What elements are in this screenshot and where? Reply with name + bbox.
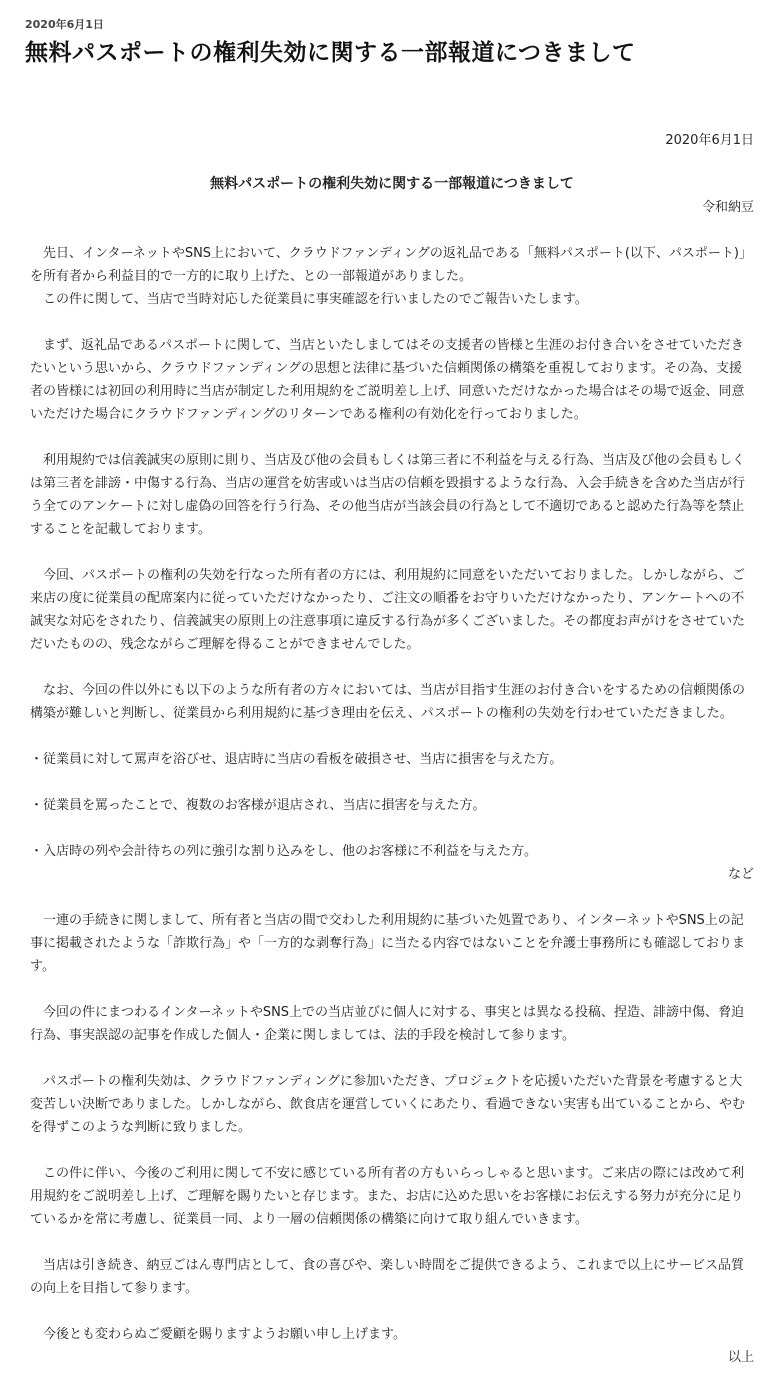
article-body xyxy=(30,129,754,1369)
paragraph-11: 今後とも変わらぬご愛顧を賜りますようお願い申し上げます。 xyxy=(43,1327,406,1342)
document-date: 2020年6月1日 xyxy=(665,133,754,148)
paragraph-2: まず、返礼品であるパスポートに関して、当店といたしましてはその支援者の皆様と生涯のお付き合いをさせていただきたいという思いから、クラウドファンディングの思想と法律に基づいた信頼関係の構築を重視しております。その為、支援者の皆様には初回の利用時に当店が制定した利用規約をご説明差し上げ、同意いただけなかった場合はその場で返金、同意いただけた場合にクラウドファンディングのリターンである権利の有効化を行っておりました。 xyxy=(30,338,745,422)
list-item: ・従業員を罵ったことで、複数のお客様が退店され、当店に損害を与えた方。 xyxy=(30,798,486,813)
paragraph-5: なお、今回の件以外にも以下のような所有者の方々においては、当店が目指す生涯のお付き合いをするための信頼関係の構築が難しいと判断し、従業員から利用規約に基づき理由を伝え、パスポートの権利の失効を行わせていただきました。 xyxy=(30,683,746,721)
paragraph-8: パスポートの権利失効は、クラウドファンディングに参加いただき、プロジェクトを応援いただいた背景を考慮すると大変苦しい決断でありました。しかしながら、飲食店を運営していくにあたり、看過できない実害も出ていることから、やむを得ずこのような判断に致りました。 xyxy=(30,1074,746,1135)
etc-note: など xyxy=(727,867,754,882)
paragraph-3: 利用規約では信義誠実の原則に則り、当店及び他の会員もしくは第三者に不利益を与える行為、当店及び他の会員もしくは第三者を誹謗・中傷する行為、当店の運営を妨害或いは当店の信頼を毀損するような行為、入会手続きを含めた当店が行う全てのアンケートに対し虚偽の回答を行う行為、その他当店が当該会員の行為として不適切であると認めた行為等を禁止することを記載しております。 xyxy=(30,453,746,537)
paragraph-7: 今回の件にまつわるインターネットやSNS上での当店並びに個人に対する、事実とは異なる投稿、捏造、誹謗中傷、脅迫行為、事実誤認の記事を作成した個人・企業に関しましては、法的手段を検討して参ります。 xyxy=(30,1005,745,1043)
header-date: 2020年6月1日 xyxy=(25,18,104,31)
page-title: 無料パスポートの権利失効に関する一部報道につきまして xyxy=(25,40,636,66)
paragraph-10: 当店は引き続き、納豆ごはん専門店として、食の喜びや、楽しい時間をご提供できるよう、これまで以上にサービス品質の向上を目指して参ります。 xyxy=(30,1258,744,1296)
paragraph-1: 先日、インターネットやSNS上において、クラウドファンディングの返礼品である「無料パスポート(以下、パスポート)」を所有者から利益目的で一方的に取り上げた、との一部報道がありました。 xyxy=(30,246,752,284)
document-title: 無料パスポートの権利失効に関する一部報道につきまして xyxy=(210,176,574,192)
paragraph-6: 一連の手続きに関しまして、所有者と当店の間で交わした利用規約に基づいた処置であり、インターネットやSNS上の記事に掲載されたような「詐欺行為」や「一方的な剥奪行為」に当たる内容ではないことを弁護士事務所にも確認しております。 xyxy=(30,913,746,974)
paragraph-1b: この件に関して、当店で当時対応した従業員に事実確認を行いましたのでご報告いたします。 xyxy=(43,292,588,307)
list-item: ・従業員に対して罵声を浴びせ、退店時に当店の看板を破損させ、当店に損害を与えた方。 xyxy=(30,752,563,767)
list-item: ・入店時の列や会計待ちの列に強引な割り込みをし、他のお客様に不利益を与えた方。 xyxy=(30,844,538,859)
paragraph-9: この件に伴い、今後のご利用に関して不安に感じている所有者の方もいらっしゃると思います。ご来店の際には改めて利用規約をご説明差し上げ、ご理解を賜りたいと存じます。また、お店に込めた思いをお客様にお伝えする努力が充分に足りているかを常に考慮し、従業員一同、より一層の信頼関係の構築に向けて取り組んでいきます。 xyxy=(30,1166,744,1227)
closing-remark: 以上 xyxy=(727,1350,754,1365)
paragraph-4: 今回、パスポートの権利の失効を行なった所有者の方には、利用規約に同意をいただいておりました。しかしながら、ご来店の度に従業員の配席案内に従っていただけなかったり、ご注文の順番をお守りいただけなかったり、アンケートへの不誠実な対応をされたり、信義誠実の原則上の注意事項に違反する行為が多くございました。その都度お声がけをさせていただいたものの、残念ながらご理解を得ることができませんでした。 xyxy=(30,568,746,652)
document-author: 令和納豆 xyxy=(701,200,754,215)
